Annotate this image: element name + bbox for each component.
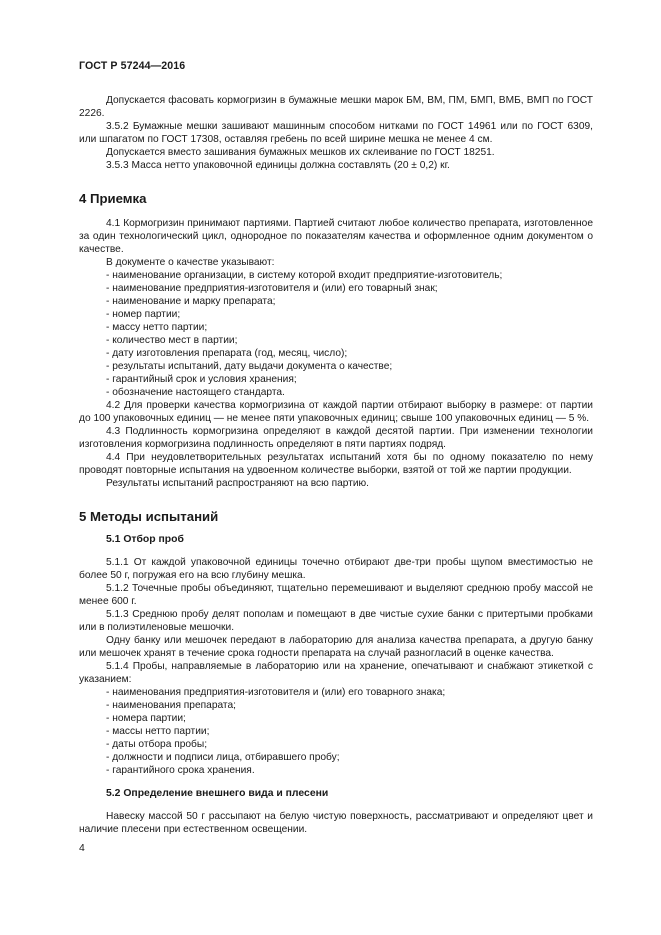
paragraph: 5.1.3 Среднюю пробу делят пополам и помещают в две чистые сухие банки с притертыми пробками или в полиэтиленовые мешочки. xyxy=(79,609,593,633)
paragraph: Допускается вместо зашивания бумажных мешков их склеивание по ГОСТ 18251. xyxy=(106,147,495,158)
paragraph: Результаты испытаний распространяют на всю партию. xyxy=(106,478,370,489)
list-item: - должности и подписи лица, отбиравшего пробу; xyxy=(106,752,340,763)
list-item: - результаты испытаний, дату выдачи документа о качестве; xyxy=(106,361,393,372)
paragraph: 3.5.3 Масса нетто упаковочной единицы должна составлять (20 ± 0,2) кг. xyxy=(106,160,450,171)
list-item: - обозначение настоящего стандарта. xyxy=(106,387,285,398)
list-item: - наименование и марку препарата; xyxy=(106,296,276,307)
list-item: - гарантийный срок и условия хранения; xyxy=(106,374,297,385)
list-item: - даты отбора пробы; xyxy=(106,739,208,750)
paragraph: 4.1 Кормогризин принимают партиями. Партией считают любое количество препарата, изготовленное за один технологический цикл, однородное по показателям качества и оформленное одним документом о качестве. xyxy=(79,218,593,255)
subsection-heading: 5.1 Отбор проб xyxy=(106,534,184,545)
page-number: 4 xyxy=(79,843,85,854)
list-item: - количество мест в партии; xyxy=(106,335,238,346)
list-item: - наименование организации, в систему которой входит предприятие-изготовитель; xyxy=(106,270,503,281)
list-item: - наименование предприятия-изготовителя и (или) его товарный знак; xyxy=(106,283,438,294)
paragraph: 5.1.1 От каждой упаковочной единицы точечно отбирают две-три пробы щупом вместимостью не более 50 г, погружая его на всю глубину мешка. xyxy=(79,557,593,581)
paragraph: 4.4 При неудовлетворительных результатах испытаний хотя бы по одному показателю по нему проводят повторные испытания на удвоенном количестве выборки, взятой от той же партии продукции. xyxy=(79,452,593,476)
paragraph: Одну банку или мешочек передают в лабораторию для анализа качества препарата, а другую банку или мешочек хранят в течение срока годности препарата на случай разногласий в оценке качества. xyxy=(79,635,593,659)
list-intro: В документе о качестве указывают: xyxy=(106,257,275,268)
list-item: - массы нетто партии; xyxy=(106,726,210,737)
list-item: - гарантийного срока хранения. xyxy=(106,765,255,776)
paragraph: Навеску массой 50 г рассыпают на белую чистую поверхность, рассматривают и определяют цвет и наличие плесени при естественном освещении. xyxy=(79,811,593,835)
subsection-heading: 5.2 Определение внешнего вида и плесени xyxy=(106,788,329,799)
document-body xyxy=(79,94,593,836)
paragraph: 5.1.4 Пробы, направляемые в лабораторию или на хранение, опечатывают и снабжают этикеткой с указанием: xyxy=(79,661,593,685)
list-item: - наименования препарата; xyxy=(106,700,236,711)
list-item: - номера партии; xyxy=(106,713,186,724)
paragraph: 5.1.2 Точечные пробы объединяют, тщательно перемешивают и выделяют среднюю пробу массой не менее 600 г. xyxy=(79,583,593,607)
section-heading: 5 Методы испытаний xyxy=(79,509,219,524)
standard-header: ГОСТ Р 57244—2016 xyxy=(79,60,186,72)
paragraph: Допускается фасовать кормогризин в бумажные мешки марок БМ, ВМ, ПМ, БМП, ВМБ, ВМП по ГОСТ 2226. xyxy=(79,95,593,119)
list-item: - дату изготовления препарата (год, месяц, число); xyxy=(106,348,348,359)
list-item: - наименования предприятия-изготовителя и (или) его товарного знака; xyxy=(106,687,446,698)
paragraph: 4.3 Подлинность кормогризина определяют в каждой десятой партии. При изменении технологии изготовления кормогризина подлинность определяют в пяти партиях подряд. xyxy=(79,426,593,450)
list-item: - номер партии; xyxy=(106,309,181,320)
paragraph: 4.2 Для проверки качества кормогризина от каждой партии отбирают выборку в размере: от партии до 100 упаковочных единиц — не менее пяти упаковочных единиц; свыше 100 упаковочных единиц — 5 %. xyxy=(79,400,593,424)
list-item: - массу нетто партии; xyxy=(106,322,208,333)
paragraph: 3.5.2 Бумажные мешки зашивают машинным способом нитками по ГОСТ 14961 или по ГОСТ 6309, или шпагатом по ГОСТ 17308, оставляя гребень по всей ширине мешка не менее 4 см. xyxy=(79,121,593,145)
section-heading: 4 Приемка xyxy=(79,191,147,206)
